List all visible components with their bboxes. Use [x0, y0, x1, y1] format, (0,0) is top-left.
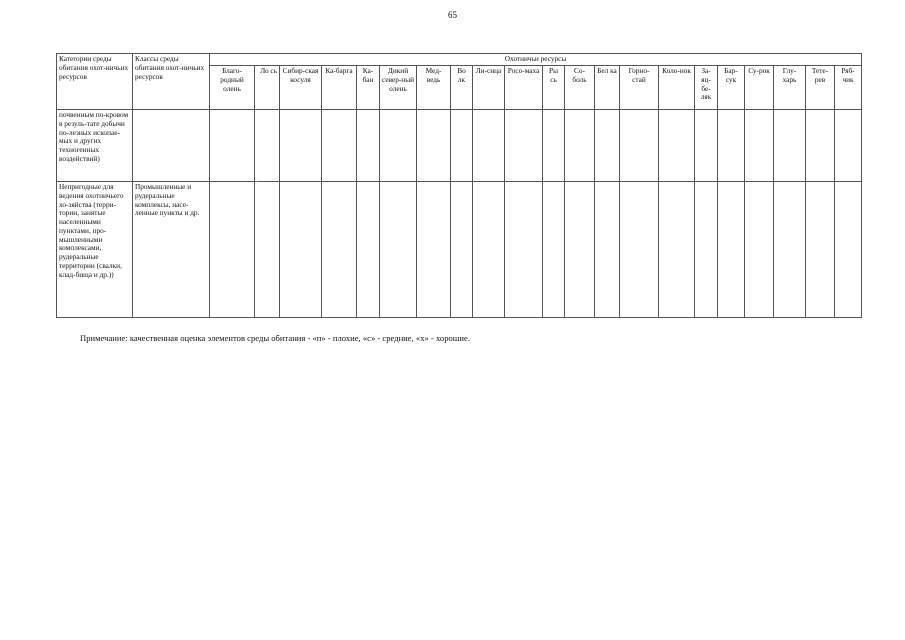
- value-cell: [806, 182, 835, 318]
- species-header: Горно-стай: [620, 66, 659, 110]
- value-cell: [451, 182, 473, 318]
- class-cell: Промышленные и рудеральные комплексы, насе-ленные пункты и др.: [133, 182, 210, 318]
- species-header: Ли-сица: [473, 66, 505, 110]
- value-cell: [835, 182, 862, 318]
- species-header: Благо-родный олень: [210, 66, 255, 110]
- value-cell: [322, 182, 357, 318]
- value-cell: [210, 182, 255, 318]
- species-header: Коло-нок: [659, 66, 695, 110]
- value-cell: [473, 110, 505, 182]
- species-header: Ка-барга: [322, 66, 357, 110]
- value-cell: [620, 182, 659, 318]
- value-cell: [595, 182, 620, 318]
- species-header: Бар-сук: [718, 66, 745, 110]
- value-cell: [595, 110, 620, 182]
- header-class: Классы среды обитания охот-ничьих ресурсов: [133, 54, 210, 110]
- value-cell: [695, 110, 718, 182]
- header-category: Категории среды обитания охот-ничьих ресурсов: [57, 54, 133, 110]
- value-cell: [659, 182, 695, 318]
- value-cell: [451, 110, 473, 182]
- species-header: Мед-ведь: [417, 66, 451, 110]
- value-cell: [322, 110, 357, 182]
- value-cell: [417, 182, 451, 318]
- value-cell: [505, 182, 543, 318]
- value-cell: [543, 182, 565, 318]
- page-number: 65: [448, 10, 457, 20]
- value-cell: [357, 110, 380, 182]
- value-cell: [718, 110, 745, 182]
- species-header: Тете-рев: [806, 66, 835, 110]
- species-header: Со-боль: [565, 66, 595, 110]
- species-header: Ряб-чик: [835, 66, 862, 110]
- value-cell: [380, 110, 417, 182]
- value-cell: [565, 182, 595, 318]
- species-header: Дикий север-ный олень: [380, 66, 417, 110]
- value-cell: [774, 182, 806, 318]
- species-header: Ка-бан: [357, 66, 380, 110]
- value-cell: [280, 110, 322, 182]
- value-cell: [380, 182, 417, 318]
- value-cell: [620, 110, 659, 182]
- value-cell: [565, 110, 595, 182]
- species-header: Глу-харь: [774, 66, 806, 110]
- species-header: Ры сь: [543, 66, 565, 110]
- value-cell: [659, 110, 695, 182]
- value-cell: [357, 182, 380, 318]
- value-cell: [745, 110, 774, 182]
- value-cell: [473, 182, 505, 318]
- value-cell: [718, 182, 745, 318]
- species-header: Су-рок: [745, 66, 774, 110]
- value-cell: [280, 182, 322, 318]
- table-row: [57, 182, 862, 318]
- footnote: Примечание: качественная оценка элементов среды обитания - «п» - плохие, «с» - средние, «х» - хорошие.: [80, 333, 470, 343]
- species-header: Сибир-ская косуля: [280, 66, 322, 110]
- species-header: Бел ка: [595, 66, 620, 110]
- value-cell: [806, 110, 835, 182]
- value-cell: [745, 182, 774, 318]
- habitat-table: [56, 53, 862, 318]
- class-cell: [133, 110, 210, 182]
- value-cell: [543, 110, 565, 182]
- value-cell: [774, 110, 806, 182]
- header-resources: Охотничьи ресурсы: [210, 54, 862, 66]
- category-cell: почвенным по-кровом в резуль-тате добычи по-лезных ископае-мых и других техногенных воздействий): [57, 110, 133, 182]
- species-header: Во лк: [451, 66, 473, 110]
- scan-mark: [256, 181, 258, 182]
- species-header: Ло сь: [255, 66, 280, 110]
- table-row: [57, 110, 862, 182]
- species-header: За-яц-бе-ляк: [695, 66, 718, 110]
- value-cell: [835, 110, 862, 182]
- value-cell: [417, 110, 451, 182]
- value-cell: [695, 182, 718, 318]
- value-cell: [210, 110, 255, 182]
- value-cell: [255, 110, 280, 182]
- category-cell: Непригодные для ведения охотничьего хо-зяйства (терри-тории, занятые населенными пунктами, про-мышленными комплексами, рудеральные территории (свалки, клад-бища и др.)): [57, 182, 133, 318]
- value-cell: [255, 182, 280, 318]
- species-header: Росо-маха: [505, 66, 543, 110]
- header-title-row: [57, 54, 862, 66]
- value-cell: [505, 110, 543, 182]
